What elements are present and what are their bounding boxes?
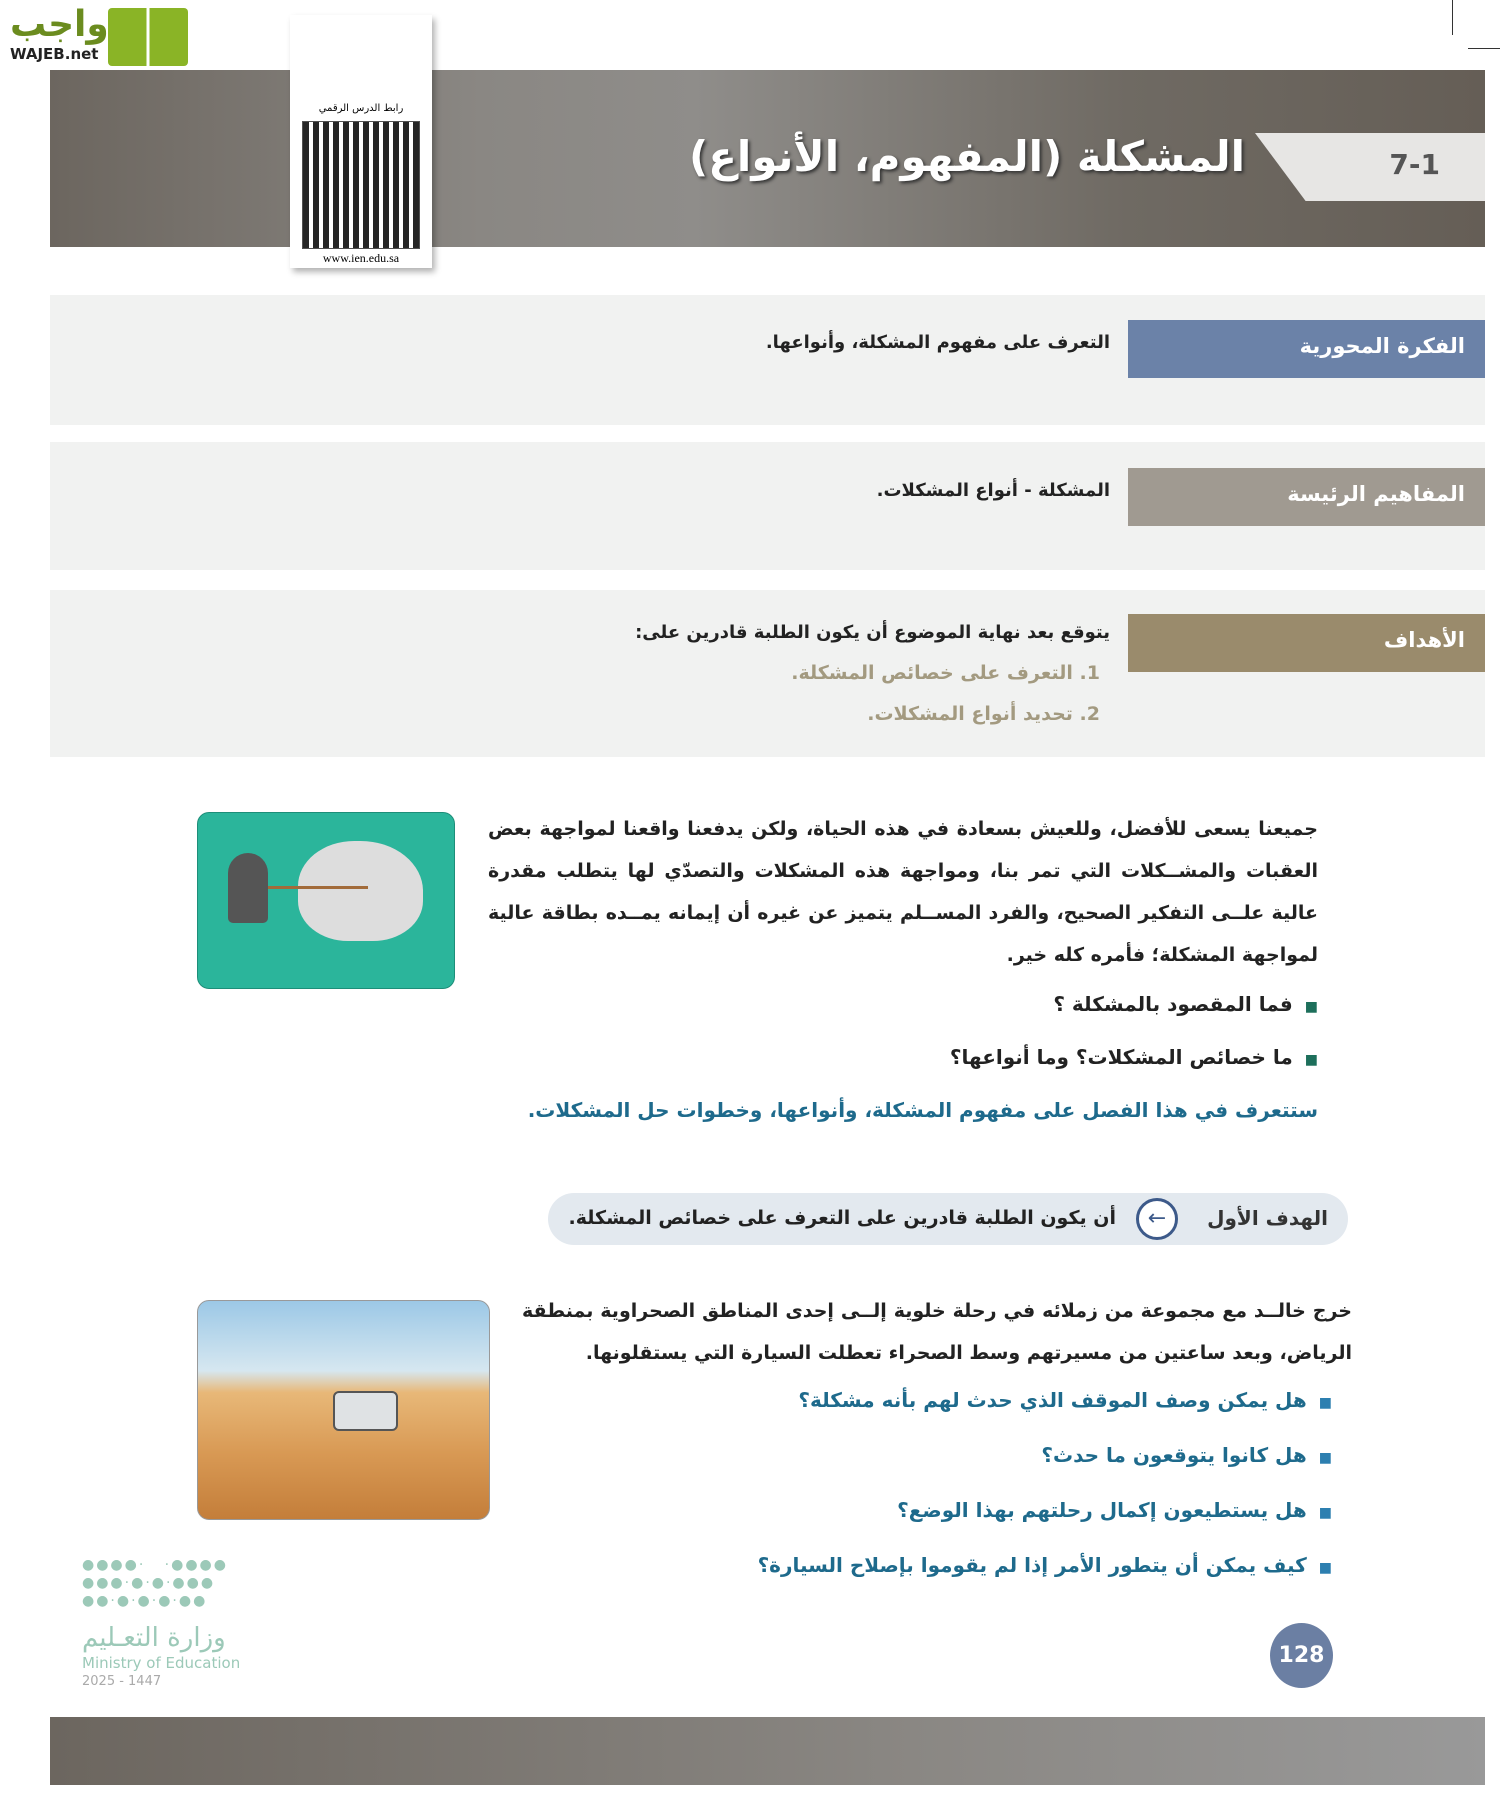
wajeb-logo: واجب WAJEB.net bbox=[10, 4, 109, 63]
story-section bbox=[522, 1290, 1352, 1582]
story-question: ■ كيف يمكن أن يتطور الأمر إذا لم يقوموا بإصلاح السيارة؟ bbox=[758, 1551, 1332, 1582]
intro-paragraph: جميعنا يسعى للأفضل، وللعيش بسعادة في هذه الحياة، ولكن يدفعنا واقعنا لمواجهة بعض العقبات والمشــكلات التي تمر بنا، ومواجهة هذه المشكلات والتصدّي لها يتطلب مقدرة عالية علــى التفكير الصحيح، والفرد المســلم يتميز عن غيره أن إيمانه يمــده بطاقة عالية لمواجهة المشكلة؛ فأمره كله خير. bbox=[488, 818, 1318, 966]
lesson-number: 7-1 bbox=[1389, 148, 1440, 181]
core-idea-label: الفكرة المحورية bbox=[1128, 320, 1485, 378]
qr-card[interactable] bbox=[290, 15, 432, 268]
qr-code-icon[interactable] bbox=[302, 121, 420, 249]
page-title: المشكلة (المفهوم، الأنواع) bbox=[689, 132, 1245, 181]
desert-car-photo bbox=[197, 1300, 490, 1520]
intro-summary: ستتعرف في هذا الفصل على مفهوم المشكلة، وأنواعها، وخطوات حل المشكلات. bbox=[527, 1098, 1318, 1122]
wajeb-book-logo-icon bbox=[108, 8, 188, 66]
story-question: ■ هل كانوا يتوقعون ما حدث؟ bbox=[1041, 1441, 1332, 1472]
pushing-rock-illustration bbox=[197, 812, 455, 989]
rope-icon bbox=[268, 886, 368, 889]
crop-mark bbox=[1452, 0, 1453, 35]
page-number: 128 bbox=[1270, 1623, 1333, 1688]
qr-label: رابط الدرس الرقمي bbox=[318, 103, 404, 114]
story-question: ■ هل يمكن وصف الموقف الذي حدث لهم بأنه مشكلة؟ bbox=[798, 1386, 1332, 1417]
car-icon bbox=[333, 1391, 398, 1431]
intro-question: ■ ما خصائص المشكلات؟ وما أنواعها؟ bbox=[950, 1043, 1318, 1074]
intro-section bbox=[488, 808, 1318, 1124]
goal-1-text: أن يكون الطلبة قادرين على التعرف على خصائص المشكلة. bbox=[568, 1207, 1116, 1229]
arrow-left-icon: ← bbox=[1136, 1198, 1178, 1240]
goal-1-title: الهدف الأول bbox=[1207, 1206, 1328, 1230]
boy-icon bbox=[228, 853, 268, 923]
objectives-intro: يتوقع بعد نهاية الموضوع أن يكون الطلبة قادرين على: bbox=[635, 622, 1110, 643]
goal-1-banner bbox=[548, 1193, 1348, 1245]
ministry-logo: ●●●●· ·●●●● ●●●·●·●·●●● ●●·●·●·●·●● وزارة التعـليم Ministry of Education 2025 - 1447 bbox=[82, 1556, 282, 1690]
ministry-dots-icon: ●●●●· ·●●●● ●●●·●·●·●●● ●●·●·●·●·●● bbox=[82, 1557, 228, 1609]
story-question: ■ هل يستطيعون إكمال رحلتهم بهذا الوضع؟ bbox=[897, 1496, 1332, 1527]
key-concepts-label: المفاهيم الرئيسة bbox=[1128, 468, 1485, 526]
objectives-label: الأهداف bbox=[1128, 614, 1485, 672]
objective-item: 2. تحديد أنواع المشكلات. bbox=[867, 703, 1100, 725]
rock-icon bbox=[298, 841, 423, 941]
footer-band bbox=[50, 1717, 1485, 1785]
key-concepts-text: المشكلة - أنواع المشكلات. bbox=[876, 480, 1110, 501]
objective-item: 1. التعرف على خصائص المشكلة. bbox=[791, 662, 1100, 684]
crop-mark bbox=[1468, 48, 1500, 49]
intro-question: ■ فما المقصود بالمشكلة ؟ bbox=[1053, 990, 1318, 1021]
core-idea-text: التعرف على مفهوم المشكلة، وأنواعها. bbox=[765, 332, 1110, 353]
story-paragraph: خرج خالــد مع مجموعة من زملائه في رحلة خلوية إلــى إحدى المناطق الصحراوية بمنطقة الرياض، وبعد ساعتين من مسيرتهم وسط الصحراء تعطلت السيارة التي يستقلونها. bbox=[522, 1300, 1352, 1364]
qr-url[interactable]: www.ien.edu.sa bbox=[322, 251, 400, 265]
